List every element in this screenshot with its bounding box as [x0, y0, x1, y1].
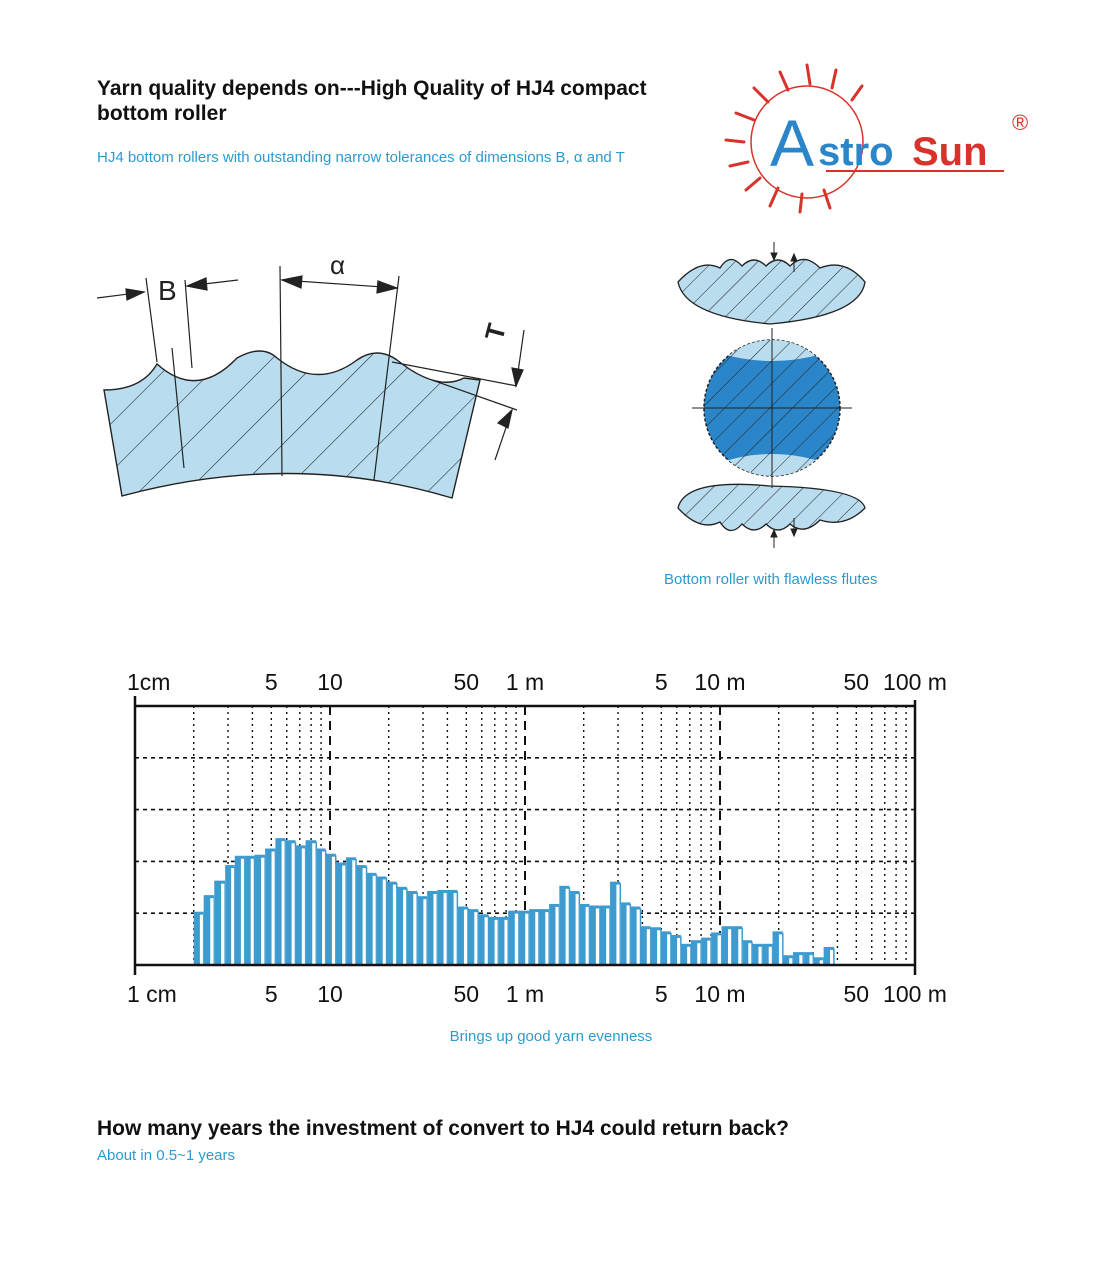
bar-fill	[427, 892, 433, 965]
bar-fill	[356, 867, 363, 965]
bar-fill	[661, 933, 667, 965]
bar-fill	[498, 918, 504, 965]
histogram-bar	[265, 850, 275, 965]
histogram-bar	[214, 882, 225, 965]
yarn-evenness-spectrogram	[110, 660, 990, 1020]
histogram-bar	[732, 928, 742, 965]
top-tick-label: 50	[843, 669, 870, 695]
histogram-bar	[245, 857, 255, 965]
bar-fill	[589, 907, 595, 965]
histogram-bar	[489, 918, 499, 965]
histogram-bar	[306, 842, 317, 965]
bar-fill	[316, 850, 322, 965]
histogram-bar	[711, 934, 722, 965]
histogram-bar	[610, 883, 620, 965]
bar-fill	[265, 850, 271, 965]
histogram-bar	[579, 905, 589, 965]
histogram-bar	[295, 847, 305, 965]
histogram-bar	[235, 857, 245, 965]
histogram-bar	[508, 912, 519, 965]
bar-fill	[640, 928, 646, 965]
histogram-bar	[204, 897, 215, 965]
bar-fill	[508, 912, 515, 965]
bar-fill	[254, 856, 261, 965]
bottom-tick-label: 1 cm	[127, 981, 177, 1007]
histogram-bar	[417, 898, 427, 965]
histogram-bar	[427, 892, 437, 965]
center-roller	[692, 328, 852, 488]
histogram-bar	[681, 945, 691, 965]
histogram-bar	[722, 928, 732, 965]
label-alpha: α	[330, 250, 346, 280]
histogram-bar	[803, 954, 813, 965]
histogram-bar	[336, 864, 346, 965]
roller-cross-section-diagram	[670, 236, 880, 556]
bar-fill	[539, 911, 545, 965]
top-tick-label: 10	[317, 669, 343, 695]
bar-fill	[437, 891, 443, 965]
top-roller-segment	[670, 236, 880, 336]
histogram-bar	[539, 911, 549, 965]
histogram-bar	[529, 911, 539, 965]
top-tick-label: 5	[264, 669, 278, 695]
bar-fill	[326, 855, 332, 965]
histogram-bar	[824, 948, 834, 965]
histogram-bar	[498, 918, 508, 965]
bar-fill	[367, 874, 373, 965]
top-tick-label: 10 m	[694, 669, 746, 695]
histogram-bar	[569, 892, 579, 965]
top-tick-label: 1 m	[505, 669, 545, 695]
bar-fill	[610, 883, 616, 965]
bar-fill	[275, 840, 281, 965]
histogram-bar	[742, 942, 752, 965]
histogram-bar	[346, 859, 356, 965]
label-t: T	[478, 320, 512, 344]
logo-text-stro: stro	[818, 130, 894, 174]
bar-fill	[529, 911, 535, 965]
bar-fill	[824, 948, 830, 965]
histogram-bar	[194, 913, 204, 965]
bar-fill	[651, 929, 657, 965]
histogram-bar	[447, 891, 457, 965]
bar-fill	[397, 888, 403, 965]
histogram-bar	[519, 912, 529, 965]
histogram-bar	[387, 883, 397, 965]
histogram-bar	[275, 840, 285, 965]
bar-fill	[681, 945, 687, 965]
bar-fill	[773, 933, 779, 965]
bottom-roller-segment	[670, 466, 880, 556]
bar-fill	[245, 857, 251, 965]
histogram-bar	[620, 904, 630, 965]
roller-caption: Bottom roller with flawless flutes	[664, 571, 878, 588]
astrosun-logo	[712, 58, 1042, 218]
bar-fill	[376, 878, 382, 965]
histogram-bar	[661, 933, 671, 965]
histogram-bar	[559, 887, 569, 965]
bar-fill	[457, 908, 464, 965]
bottom-tick-labels	[127, 981, 947, 1007]
bottom-tick-label: 10 m	[694, 981, 746, 1007]
bar-fill	[569, 892, 575, 965]
histogram-bar	[640, 928, 650, 965]
bar-fill	[630, 908, 636, 965]
bar-fill	[285, 842, 291, 965]
top-tick-labels	[127, 669, 947, 695]
histogram-bar	[793, 954, 803, 965]
bottom-tick-label: 5	[654, 981, 668, 1007]
histogram-bar	[549, 905, 559, 965]
bar-fill	[691, 942, 697, 965]
bar-fill	[447, 891, 453, 965]
histogram-bar	[762, 945, 772, 965]
profile-body	[92, 330, 492, 510]
histogram-bar	[356, 867, 367, 965]
histogram-bar	[468, 911, 478, 965]
bar-fill	[225, 867, 231, 965]
bar-fill	[579, 905, 585, 965]
bar-fill	[549, 905, 555, 965]
label-b: B	[158, 275, 177, 306]
histogram-bar	[285, 842, 295, 965]
page-title: Yarn quality depends on---High Quality of HJ4 compact bottom roller	[97, 77, 647, 125]
bar-fill	[742, 942, 748, 965]
chart-caption: Brings up good yarn evenness	[449, 1028, 653, 1045]
bar-fill	[701, 939, 707, 965]
histogram-bar	[376, 878, 386, 965]
bar-fill	[559, 887, 565, 965]
bar-fill	[793, 954, 799, 965]
histogram-bar	[589, 907, 599, 965]
bar-fill	[489, 918, 495, 965]
histogram-bar	[316, 850, 325, 965]
bottom-tick-label: 50	[453, 981, 480, 1007]
histogram-bar	[630, 908, 640, 965]
histogram-bar	[671, 937, 681, 965]
bar-fill	[762, 945, 768, 965]
bar-fill	[306, 842, 313, 965]
bottom-tick-label: 50	[843, 981, 870, 1007]
bar-fill	[478, 916, 484, 965]
histogram-bar	[367, 874, 377, 965]
bar-fill	[519, 912, 525, 965]
bar-fill	[417, 898, 423, 965]
bar-fill	[204, 897, 211, 965]
bar-fill	[407, 892, 413, 965]
histogram-bar	[326, 855, 336, 965]
bar-fill	[620, 904, 626, 965]
histogram-bar	[254, 856, 265, 965]
top-tick-label: 5	[654, 669, 668, 695]
bar-fill	[336, 864, 342, 965]
histogram-bar	[691, 942, 701, 965]
bar-fill	[671, 937, 677, 965]
bar-fill	[214, 882, 221, 965]
histogram-bar	[478, 916, 488, 965]
top-tick-label: 100 m	[883, 669, 947, 695]
bar-fill	[346, 859, 352, 965]
histogram-bar	[407, 892, 417, 965]
page-subtitle: HJ4 bottom rollers with outstanding narrow tolerances of dimensions B, α and T	[97, 149, 625, 166]
bottom-tick-label: 1 m	[505, 981, 545, 1007]
chart-bars	[194, 840, 834, 965]
histogram-bar	[701, 939, 711, 965]
bar-fill	[732, 928, 738, 965]
logo-text-sun: Sun	[912, 130, 988, 174]
flute-profile-diagram	[92, 250, 542, 510]
histogram-bar	[225, 867, 235, 965]
bar-fill	[295, 847, 301, 965]
bar-fill	[600, 907, 606, 965]
bar-fill	[711, 934, 718, 965]
bar-fill	[468, 911, 474, 965]
bar-fill	[752, 945, 758, 965]
histogram-bar	[651, 929, 661, 965]
bottom-tick-label: 5	[264, 981, 278, 1007]
histogram-bar	[457, 908, 468, 965]
bar-fill	[235, 857, 241, 965]
bottom-tick-label: 100 m	[883, 981, 947, 1007]
histogram-bar	[752, 945, 762, 965]
histogram-bar	[397, 888, 407, 965]
registered-mark: ®	[1012, 110, 1029, 135]
bar-fill	[722, 928, 728, 965]
top-tick-label: 1cm	[127, 669, 171, 695]
bar-fill	[803, 954, 809, 965]
histogram-bar	[600, 907, 610, 965]
logo-letter-a: A	[770, 106, 815, 180]
bar-fill	[194, 913, 200, 965]
histogram-bar	[437, 891, 447, 965]
faq-answer: About in 0.5~1 years	[97, 1147, 236, 1164]
histogram-bar	[773, 933, 783, 965]
bar-fill	[387, 883, 393, 965]
bottom-tick-label: 10	[317, 981, 343, 1007]
faq-question: How many years the investment of convert to HJ4 could return back?	[97, 1117, 790, 1140]
top-tick-label: 50	[453, 669, 480, 695]
